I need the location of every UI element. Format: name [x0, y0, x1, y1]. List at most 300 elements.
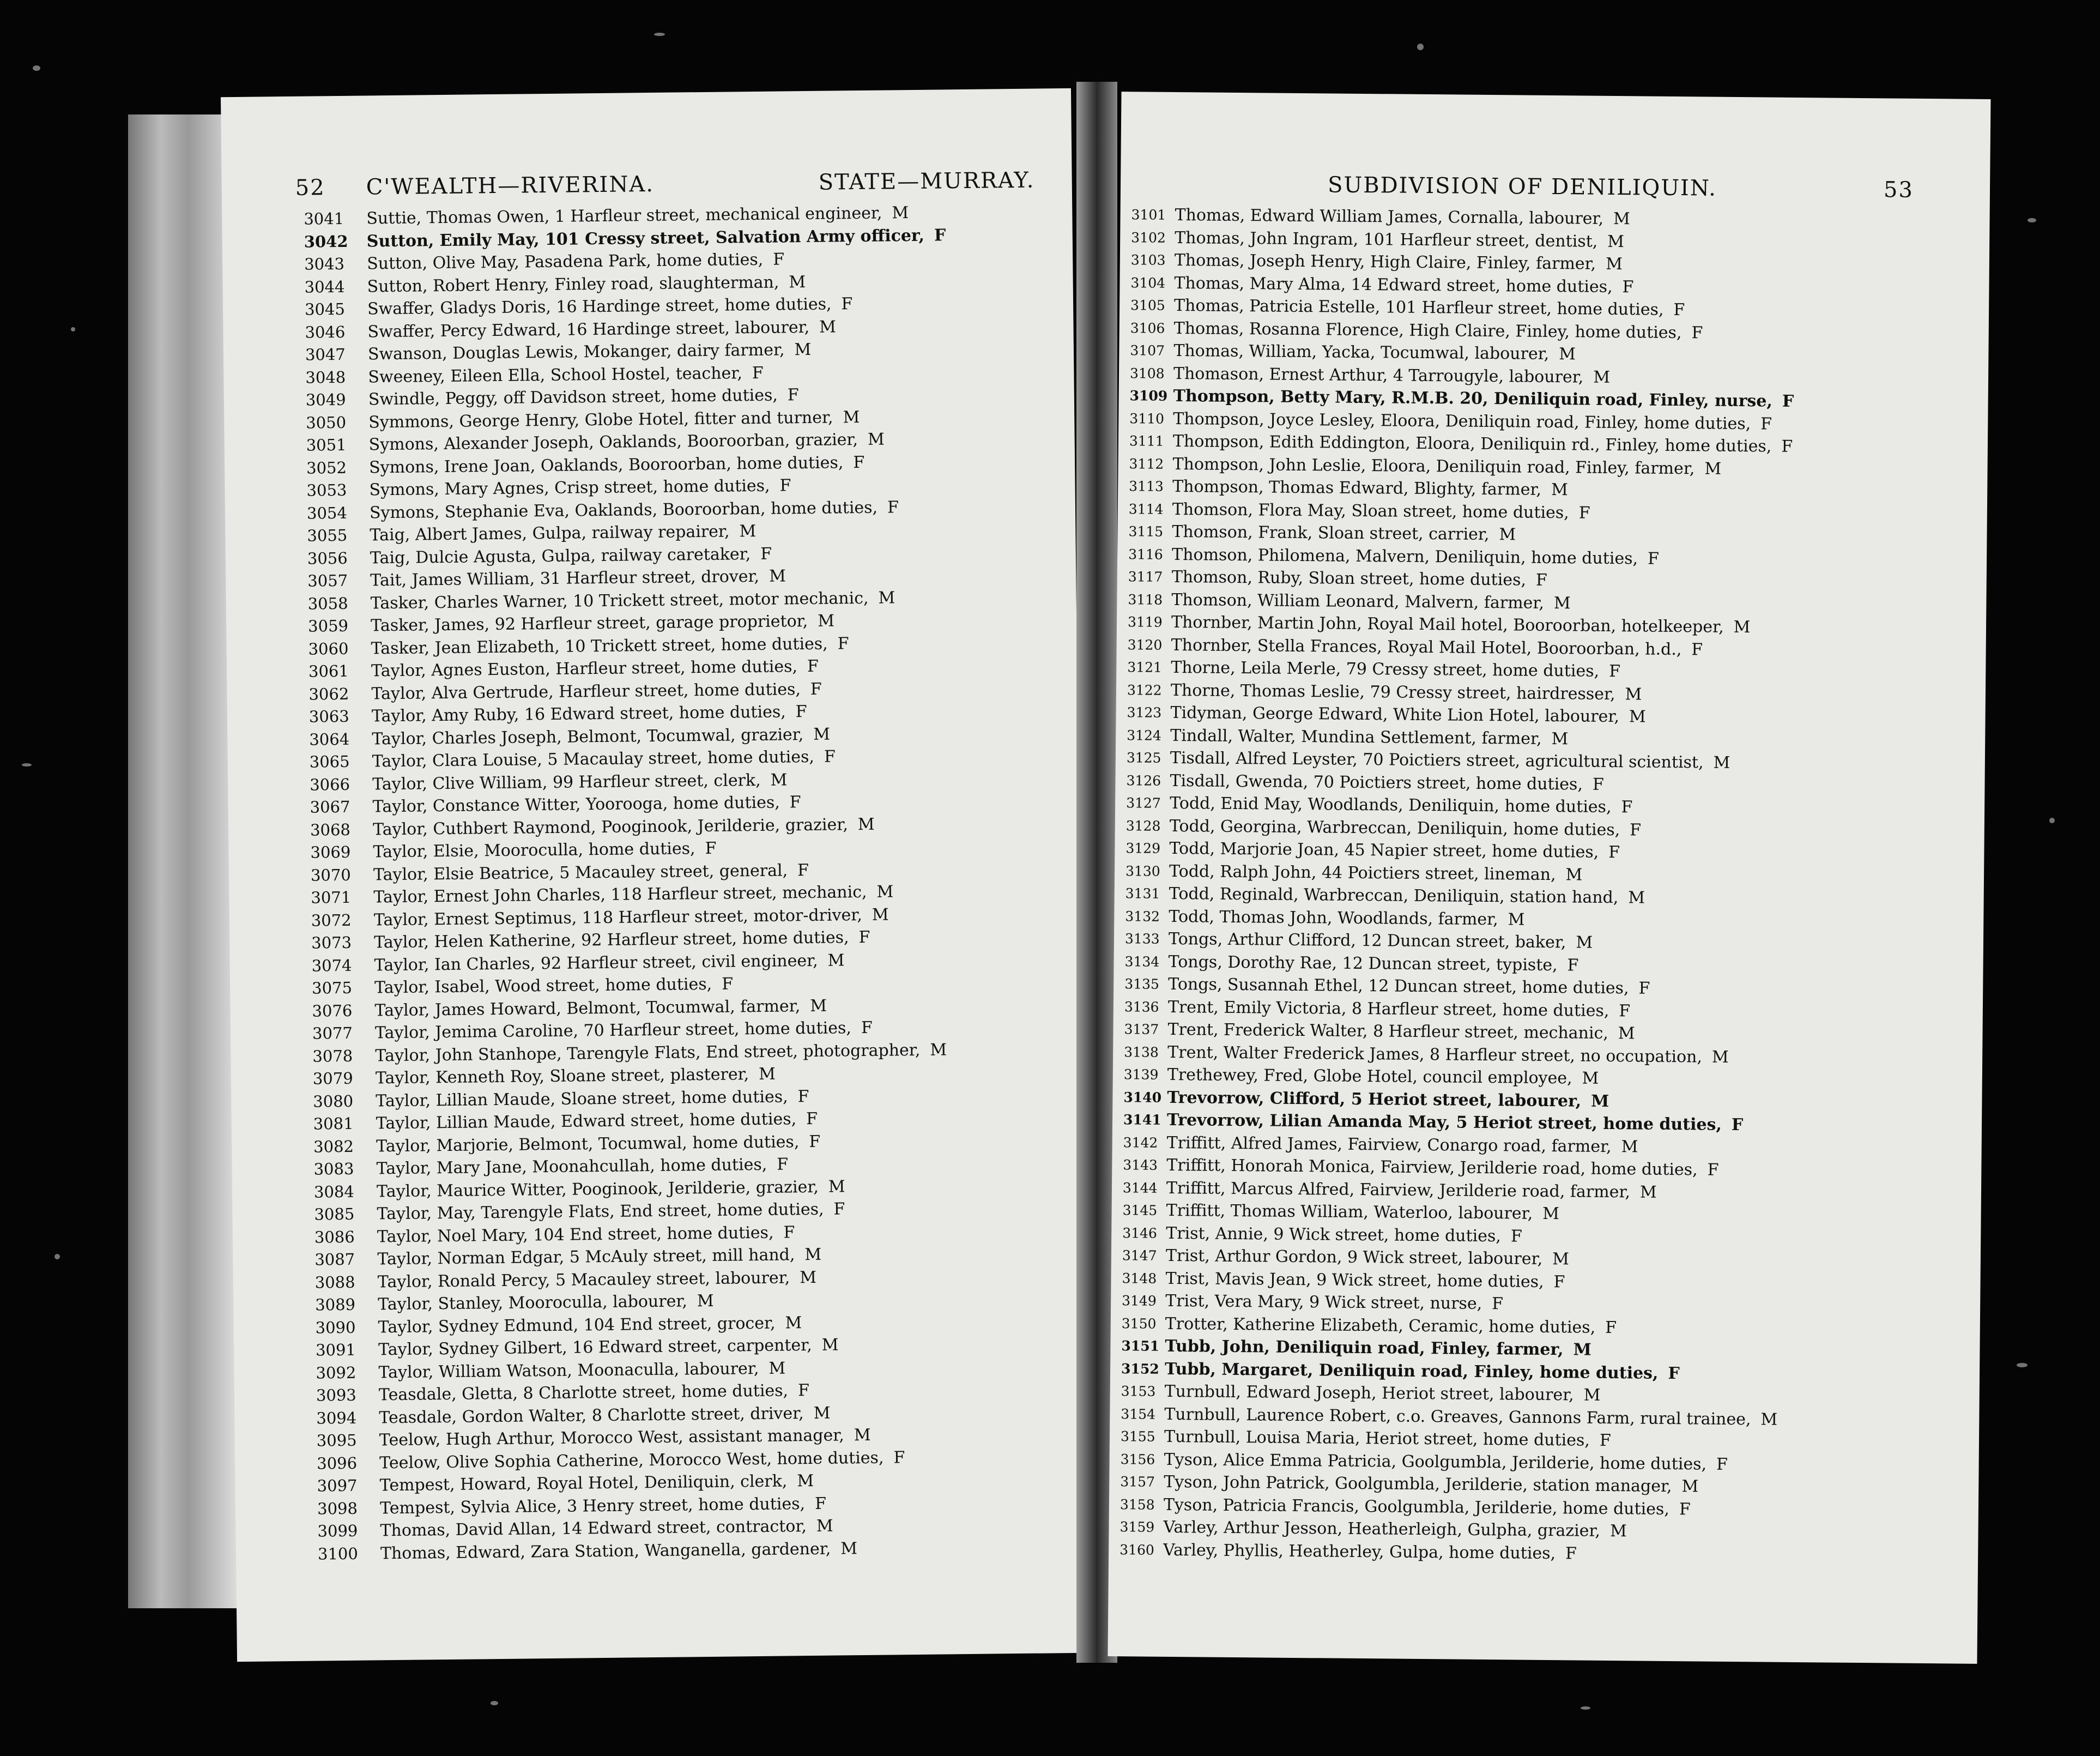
elector-sex: M	[1582, 1069, 1599, 1088]
elector-details	[1173, 340, 1576, 366]
elector-sex: M	[1551, 480, 1568, 500]
elector-number: 3153	[1121, 1383, 1156, 1399]
elector-name-address-occupation: Taylor, Marjorie, Belmont, Tocumwal, home duties,	[376, 1132, 800, 1156]
elector-sex: F	[934, 225, 946, 245]
elector-sex: F	[760, 544, 772, 564]
elector-number: 3151	[1121, 1338, 1160, 1354]
elector-number: 3119	[1127, 614, 1163, 630]
elector-number: 3141	[1123, 1112, 1161, 1128]
elector-sex: F	[1781, 437, 1793, 456]
elector-sex: M	[1618, 1024, 1635, 1043]
elector-details	[1166, 1199, 1559, 1226]
film-scratch	[2028, 218, 2036, 222]
elector-details	[1165, 1267, 1565, 1293]
elector-sex: M	[857, 814, 875, 834]
elector-name-address-occupation: Thorne, Leila Merle, 79 Cressy street, home duties,	[1171, 657, 1600, 681]
elector-number: 3154	[1121, 1405, 1156, 1422]
elector-sex: F	[807, 656, 819, 677]
elector-number: 3046	[305, 322, 346, 342]
elector-sex: F	[1599, 1431, 1611, 1451]
elector-name-address-occupation: Taig, Albert James, Gulpa, railway repairer,	[370, 522, 730, 545]
elector-details	[1164, 1426, 1611, 1452]
page-number: 52	[295, 175, 325, 201]
elector-sex: F	[1619, 1001, 1631, 1021]
elector-number: 3143	[1123, 1157, 1158, 1173]
elector-sex: M	[1681, 1477, 1699, 1496]
elector-sex: F	[1535, 570, 1547, 590]
elector-sex: F	[797, 1381, 810, 1401]
elector-number: 3060	[308, 639, 349, 659]
film-scratch	[1581, 1706, 1590, 1710]
elector-name-address-occupation: Sutton, Emily May, 101 Cressy street, Salvation Army officer,	[366, 226, 925, 251]
elector-number: 3112	[1129, 455, 1164, 472]
elector-details	[1175, 204, 1630, 231]
elector-sex: F	[1638, 979, 1650, 998]
left-page	[221, 88, 1087, 1662]
elector-sex: F	[1510, 1226, 1522, 1246]
elector-sex: F	[1621, 798, 1633, 817]
elector-number: 3081	[313, 1114, 354, 1133]
film-scratch	[1417, 44, 1424, 50]
elector-name-address-occupation: Triffitt, Marcus Alfred, Fairview, Jerilderie road, farmer,	[1166, 1178, 1631, 1202]
elector-sex: M	[810, 996, 827, 1016]
film-scratch	[654, 33, 665, 36]
elector-details	[1168, 995, 1631, 1022]
elector-sex: F	[810, 679, 822, 699]
elector-name-address-occupation: Tait, James William, 31 Harfleur street, drover,	[370, 566, 760, 590]
elector-sex: M	[828, 1176, 845, 1197]
elector-details	[1175, 226, 1624, 253]
elector-details	[1171, 656, 1620, 683]
elector-number: 3055	[307, 526, 348, 545]
elector-number: 3045	[304, 299, 346, 319]
elector-sex: F	[1673, 300, 1685, 320]
elector-name-address-occupation: Todd, Georgina, Warbreccan, Deniliquin, home duties,	[1169, 816, 1620, 840]
elector-name-address-occupation: Trent, Frederick Walter, 8 Harfleur street, mechanic,	[1167, 1019, 1609, 1043]
elector-name-address-occupation: Thornber, Stella Frances, Royal Mail Hotel, Booroorban, h.d.,	[1171, 635, 1682, 659]
elector-sex: M	[1508, 909, 1525, 930]
elector-sex: M	[813, 1403, 831, 1423]
elector-details	[1167, 1064, 1599, 1090]
elector-sex: F	[1492, 1294, 1504, 1314]
elector-number: 3092	[316, 1363, 356, 1383]
elector-sex: F	[797, 1087, 809, 1106]
elector-sex: M	[1713, 753, 1730, 773]
elector-details	[1165, 1290, 1503, 1316]
elector-name-address-occupation: Taylor, Constance Witter, Yooroogа, home duties,	[372, 793, 780, 817]
elector-number: 3082	[313, 1137, 354, 1156]
elector-name-address-occupation: Taylor, Ernest Septimus, 118 Harfleur street, motor-driver,	[373, 905, 863, 930]
elector-number: 3106	[1130, 319, 1165, 336]
elector-name-address-occupation: Tisdall, Alfred Leyster, 70 Poictiers street, agricultural scientist,	[1170, 748, 1704, 773]
elector-number: 3076	[312, 1001, 353, 1021]
elector-details	[1170, 792, 1633, 819]
elector-sex: M	[1551, 729, 1569, 749]
elector-number: 3108	[1129, 365, 1165, 382]
elector-name-address-occupation: Thomson, Flora May, Sloan street, home duties,	[1172, 499, 1569, 522]
elector-number: 3059	[308, 616, 349, 636]
elector-name-address-occupation: Thompson, John Leslie, Eloora, Deniliquin road, Finley, farmer,	[1172, 454, 1695, 478]
elector-number: 3110	[1129, 410, 1165, 427]
elector-name-address-occupation: Tindall, Walter, Mundina Settlement, farmer,	[1170, 726, 1542, 749]
elector-sex: M	[1607, 232, 1625, 251]
elector-number: 3048	[305, 367, 346, 387]
elector-name-address-occupation: Thomson, Ruby, Sloan street, home duties,	[1171, 567, 1527, 590]
elector-number: 3136	[1124, 998, 1159, 1015]
elector-number: 3089	[315, 1295, 356, 1314]
elector-sex: M	[797, 1471, 814, 1491]
elector-number: 3121	[1127, 659, 1163, 675]
elector-number: 3095	[316, 1431, 357, 1450]
elector-number: 3067	[310, 797, 350, 817]
elector-name-address-occupation: Varley, Phyllis, Heatherley, Gulpa, home duties,	[1163, 1540, 1556, 1563]
elector-name-address-occupation: Taylor, Clara Louise, 5 Macaulay street, home duties,	[372, 747, 815, 771]
elector-name-address-occupation: Thompson, Joyce Lesley, Eloora, Deniliquin road, Finley, home duties,	[1173, 409, 1751, 433]
elector-details	[1171, 588, 1571, 614]
elector-sex: M	[854, 1425, 871, 1445]
film-scratch	[22, 763, 32, 767]
elector-sex: F	[1679, 1499, 1691, 1519]
elector-name-address-occupation: Trotter, Katherine Elizabeth, Ceramic, home duties,	[1165, 1314, 1596, 1337]
elector-number: 3071	[311, 888, 352, 907]
elector-sex: M	[1590, 1091, 1609, 1111]
elector-number: 3131	[1125, 885, 1160, 902]
elector-number: 3086	[314, 1227, 355, 1247]
elector-sex: M	[1639, 1182, 1657, 1202]
elector-number: 3088	[314, 1272, 355, 1292]
elector-number: 3137	[1124, 1021, 1159, 1037]
elector-number: 3124	[1127, 727, 1162, 744]
elector-sex: M	[1733, 617, 1751, 637]
elector-name-address-occupation: Trist, Arthur Gordon, 9 Wick street, labourer,	[1165, 1246, 1543, 1269]
elector-number: 3094	[316, 1408, 357, 1428]
elector-number: 3093	[316, 1385, 356, 1405]
elector-name-address-occupation: Taylor, John Stanhope, Tarengyle Flats, End street, photographer,	[375, 1040, 921, 1065]
elector-number: 3107	[1130, 342, 1165, 359]
film-scratch	[491, 1701, 498, 1705]
elector-details	[1172, 521, 1516, 546]
elector-sex: M	[697, 1291, 714, 1311]
elector-sex: F	[1668, 1363, 1680, 1383]
elector-details	[1174, 271, 1633, 298]
elector-sex: M	[1559, 345, 1576, 364]
elector-name-address-occupation: Teasdale, Gordon Walter, 8 Charlotte street, driver,	[379, 1403, 804, 1427]
elector-number: 3126	[1126, 772, 1161, 789]
elector-number: 3157	[1120, 1474, 1155, 1490]
elector-name-address-occupation: Tidyman, George Edward, White Lion Hotel, labourer,	[1170, 703, 1620, 727]
elector-sex: M	[1593, 367, 1611, 387]
elector-details	[373, 837, 716, 864]
elector-number: 3065	[309, 752, 350, 771]
elector-name-address-occupation: Tasker, Charles Warner, 10 Trickett street, motor mechanic,	[370, 588, 869, 613]
elector-number: 3050	[306, 413, 347, 432]
elector-name-address-occupation: Thomas, John Ingram, 101 Harfleur street, dentist,	[1175, 228, 1598, 251]
elector-sex: F	[1760, 414, 1772, 434]
elector-sex: F	[779, 476, 791, 496]
elector-name-address-occupation: Suttie, Thomas Owen, 1 Harfleur street, mechanical engineer,	[366, 203, 882, 228]
elector-sex: F	[783, 1222, 795, 1242]
elector-sex: F	[833, 1199, 845, 1219]
elector-sex: F	[824, 747, 836, 767]
elector-name-address-occupation: Symons, Stephanie Eva, Oaklands, Booroorban, home duties,	[369, 498, 878, 522]
elector-number: 3140	[1123, 1089, 1162, 1106]
elector-sex: M	[867, 430, 885, 449]
elector-details	[1168, 950, 1578, 976]
elector-sex: M	[739, 522, 757, 541]
elector-name-address-occupation: Symons, Alexander Joseph, Oaklands, Booroorban, grazier,	[368, 430, 858, 455]
elector-details	[1163, 1516, 1627, 1543]
header-center-title: SUBDIVISION OF DENILIQUIN.	[1327, 172, 1717, 201]
elector-number: 3113	[1129, 478, 1164, 494]
elector-number: 3079	[312, 1069, 353, 1088]
elector-name-address-occupation: Sutton, Olive May, Pasadena Park, home duties,	[367, 250, 764, 274]
page-number: 53	[1883, 177, 1914, 203]
elector-number: 3148	[1122, 1270, 1157, 1287]
elector-name-address-occupation: Taylor, Ernest John Charles, 118 Harfleur street, mechanic,	[373, 882, 867, 907]
elector-name-address-occupation: Triffitt, Thomas William, Waterloo, labourer,	[1166, 1200, 1533, 1223]
film-scratch	[71, 327, 75, 331]
elector-number: 3096	[317, 1453, 358, 1473]
elector-number: 3099	[317, 1521, 358, 1541]
elector-name-address-occupation: Thomas, Edward William James, Cornalla, labourer,	[1175, 205, 1604, 228]
elector-number: 3075	[311, 978, 353, 998]
elector-sex: F	[777, 1155, 789, 1174]
elector-number: 3097	[317, 1476, 358, 1495]
elector-details	[1173, 362, 1610, 388]
elector-sex: M	[1606, 254, 1623, 274]
elector-number: 3156	[1120, 1451, 1155, 1468]
elector-details	[1169, 837, 1620, 864]
elector-sex: M	[1583, 1385, 1601, 1405]
elector-sex: F	[1630, 820, 1642, 840]
elector-name-address-occupation: Todd, Enid May, Woodlands, Deniliquin, home duties,	[1170, 793, 1612, 817]
elector-sex: M	[872, 904, 889, 925]
elector-sex: M	[827, 950, 845, 970]
elector-sex: F	[858, 927, 870, 948]
elector-name-address-occupation: Taylor, Jemima Caroline, 70 Harfleur street, home duties,	[374, 1018, 852, 1043]
elector-name-address-occupation: Swindle, Peggy, off Davidson street, home duties,	[368, 385, 778, 409]
elector-number: 3066	[310, 775, 350, 794]
elector-number: 3063	[308, 707, 349, 726]
elector-sex: M	[876, 882, 894, 902]
elector-sex: M	[768, 566, 786, 586]
elector-details	[1169, 928, 1593, 954]
elector-number: 3158	[1119, 1496, 1155, 1513]
elector-number: 3109	[1129, 388, 1168, 404]
elector-sex: F	[787, 385, 799, 405]
elector-name-address-occupation: Teelow, Olive Sophia Catherine, Morocco West, home duties,	[379, 1448, 884, 1473]
elector-number: 3118	[1128, 591, 1163, 608]
elector-sex: M	[1573, 1340, 1591, 1360]
elector-number: 3061	[308, 661, 349, 681]
elector-number: 3054	[306, 503, 347, 523]
elector-name-address-occupation: Trent, Walter Frederick James, 8 Harfleur street, no occupation,	[1167, 1042, 1703, 1066]
elector-number: 3115	[1128, 523, 1164, 540]
elector-name-address-occupation: Symons, Mary Agnes, Crisp street, home duties,	[369, 476, 770, 500]
elector-sex: M	[821, 1335, 839, 1355]
elector-number: 3084	[313, 1182, 355, 1202]
elector-details	[1172, 566, 1547, 592]
elector-sex: M	[1629, 707, 1646, 727]
header-right-title: STATE—MURRAY.	[818, 167, 1035, 195]
elector-sex: M	[818, 611, 835, 631]
elector-name-address-occupation: Teasdale, Gletta, 8 Charlotte street, home duties,	[378, 1381, 789, 1405]
elector-name-address-occupation: Thomas, Rosanna Florence, High Claire, Finley, home duties,	[1173, 318, 1682, 342]
elector-name-address-occupation: Taylor, Amy Ruby, 16 Edward street, home duties,	[371, 702, 786, 726]
elector-name-address-occupation: Taylor, Elsie Beatrice, 5 Macauley street, general,	[373, 860, 788, 884]
elector-name-address-occupation: Thompson, Thomas Edward, Blighty, farmer,	[1172, 476, 1542, 499]
elector-sex: F	[809, 1132, 821, 1151]
elector-sex: M	[789, 272, 806, 292]
elector-sex: F	[1605, 1318, 1617, 1337]
elector-sex: M	[1542, 1204, 1560, 1224]
elector-number: 3042	[304, 232, 348, 251]
elector-number: 3080	[313, 1091, 354, 1111]
elector-number: 3123	[1127, 704, 1162, 721]
elector-number: 3074	[311, 956, 352, 975]
elector-list	[1109, 203, 1990, 1568]
elector-number: 3105	[1130, 297, 1165, 313]
elector-name-address-occupation: Varley, Arthur Jesson, Heatherleigh, Gulpha, grazier,	[1163, 1517, 1601, 1541]
elector-name-address-occupation: Todd, Reginald, Warbreccan, Deniliquin, station hand,	[1169, 884, 1619, 908]
film-scratch	[55, 1254, 60, 1259]
elector-sex: M	[930, 1040, 947, 1060]
elector-name-address-occupation: Sweeney, Eileen Ella, School Hostel, teacher,	[368, 363, 743, 387]
elector-name-address-occupation: Teelow, Hugh Arthur, Morocco West, assistant manager,	[379, 1426, 845, 1450]
elector-sex: M	[1625, 684, 1642, 704]
elector-number: 3103	[1130, 252, 1166, 268]
elector-number: 3116	[1128, 546, 1163, 563]
elector-sex: F	[795, 702, 807, 722]
elector-name-address-occupation: Symons, Irene Joan, Oaklands, Booroorban, home duties,	[368, 452, 844, 477]
elector-sex: M	[892, 203, 909, 223]
elector-sex: F	[841, 294, 853, 314]
elector-sex: M	[1760, 1409, 1778, 1429]
elector-name-address-occupation: Turnbull, Laurence Robert, c.o. Greaves, Gannons Farm, rural trainee,	[1164, 1404, 1751, 1429]
elector-name-address-occupation: Thomas, William, Yacka, Tocumwal, labourer,	[1173, 341, 1550, 364]
elector-sex: F	[1707, 1160, 1719, 1180]
elector-number: 3117	[1128, 569, 1163, 585]
elector-name-address-occupation: Tubb, Margaret, Deniliquin road, Finley, home duties,	[1164, 1359, 1659, 1383]
elector-name-address-occupation: Swaffer, Percy Edward, 16 Hardinge street, labourer,	[367, 317, 810, 341]
elector-details	[1166, 1222, 1522, 1247]
elector-number: 3111	[1129, 433, 1164, 449]
header-left-title: C'WEALTH—RIVERINA.	[366, 171, 655, 200]
elector-number: 3085	[314, 1204, 355, 1224]
elector-sex: M	[804, 1245, 822, 1265]
elector-number: 3133	[1124, 931, 1160, 947]
elector-name-address-occupation: Trevorrow, Lilian Amanda May, 5 Heriot street, home duties,	[1166, 1110, 1722, 1135]
elector-number: 3098	[317, 1499, 358, 1518]
elector-name-address-occupation: Symmons, George Henry, Globe Hotel, fitter and turner,	[368, 408, 833, 432]
elector-name-address-occupation: Taylor, Sydney Gilbert, 16 Edward street, carpenter,	[378, 1336, 812, 1360]
elector-details	[1169, 860, 1583, 886]
elector-number: 3069	[310, 842, 351, 862]
elector-number: 3049	[305, 390, 346, 409]
elector-name-address-occupation: Thomson, Frank, Sloan street, carrier,	[1172, 522, 1490, 545]
elector-list	[222, 200, 1086, 1566]
elector-name-address-occupation: Trevorrow, Clifford, 5 Heriot street, labourer,	[1167, 1088, 1582, 1111]
film-scratch	[2049, 818, 2055, 823]
elector-sex: F	[1647, 549, 1660, 569]
elector-number: 3051	[306, 435, 347, 455]
elector-name-address-occupation: Taylor, Helen Katherine, 92 Harfleur street, home duties,	[374, 928, 849, 952]
elector-sex: F	[1731, 1115, 1744, 1135]
elector-name-address-occupation: Tubb, John, Deniliquin road, Finley, farmer,	[1165, 1336, 1564, 1360]
elector-name-address-occupation: Thomson, Philomena, Malvern, Deniliquin, home duties,	[1171, 545, 1638, 568]
elector-number: 3144	[1122, 1179, 1158, 1196]
elector-sex: F	[853, 452, 865, 472]
elector-number: 3091	[315, 1340, 356, 1360]
elector-name-address-occupation: Turnbull, Louisa Maria, Heriot street, home duties,	[1164, 1427, 1590, 1450]
elector-name-address-occupation: Taylor, Ian Charles, 92 Harfleur street, civil engineer,	[374, 951, 818, 975]
elector-details	[1170, 769, 1604, 795]
elector-name-address-occupation: Thomason, Ernest Arthur, 4 Tarrougyle, labourer,	[1173, 364, 1584, 387]
elector-name-address-occupation: Tisdall, Gwenda, 70 Poictiers street, home duties,	[1170, 771, 1583, 794]
elector-name-address-occupation: Tempest, Howard, Royal Hotel, Deniliquin, clerk,	[379, 1471, 788, 1495]
elector-name-address-occupation: Taylor, Clive William, 99 Harfleur street, clerk,	[372, 770, 761, 794]
elector-sex: F	[806, 1109, 818, 1129]
elector-name-address-occupation: Tongs, Dorothy Rae, 12 Duncan street, typiste,	[1168, 952, 1558, 975]
elector-sex: F	[1691, 323, 1703, 342]
elector-name-address-occupation: Taylor, Lillian Maude, Sloane street, home duties,	[376, 1087, 788, 1111]
elector-number: 3043	[304, 254, 345, 274]
elector-name-address-occupation: Taylor, Noel Mary, 104 End street, home duties,	[377, 1223, 774, 1246]
elector-name-address-occupation: Taylor, Mary Jane, Moonahcullah, home duties,	[376, 1155, 767, 1179]
elector-number: 3090	[315, 1318, 356, 1337]
elector-name-address-occupation: Sutton, Robert Henry, Finley road, slaughterman,	[367, 273, 779, 296]
elector-sex: F	[722, 974, 734, 994]
elector-sex: F	[887, 497, 899, 517]
elector-number: 3102	[1131, 229, 1166, 246]
elector-name-address-occupation: Taylor, James Howard, Belmont, Tocumwal, farmer,	[374, 996, 801, 1020]
elector-number: 3146	[1122, 1224, 1158, 1241]
elector-name-address-occupation: Todd, Ralph John, 44 Poictiers street, lineman,	[1169, 861, 1556, 884]
elector-number: 3150	[1121, 1315, 1157, 1332]
elector-name-address-occupation: Tongs, Arthur Clifford, 12 Duncan street, baker,	[1168, 929, 1566, 952]
elector-name-address-occupation: Thompson, Edith Eddington, Eloora, Deniliquin rd., Finley, home duties,	[1172, 431, 1772, 456]
elector-number: 3062	[308, 684, 349, 704]
elector-name-address-occupation: Taylor, Norman Edgar, 5 McAuly street, mill hand,	[377, 1245, 795, 1269]
elector-sex: F	[1567, 955, 1579, 975]
elector-details	[1175, 249, 1623, 276]
elector-sex: F	[861, 1018, 873, 1038]
elector-sex: M	[770, 770, 788, 790]
elector-name-address-occupation: Trist, Mavis Jean, 9 Wick street, home duties,	[1165, 1269, 1544, 1292]
elector-sex: M	[1553, 593, 1571, 613]
elector-number: 3078	[312, 1046, 353, 1066]
elector-number: 3135	[1124, 976, 1160, 992]
film-scratch	[33, 65, 40, 71]
book-page-edges	[128, 114, 237, 1608]
elector-number: 3129	[1125, 840, 1161, 856]
elector-sex: M	[1565, 865, 1583, 885]
elector-name-address-occupation: Thorne, Thomas Leslie, 79 Cressy street, hairdresser,	[1170, 680, 1615, 704]
elector-details	[374, 973, 733, 999]
elector-number: 3159	[1119, 1519, 1155, 1535]
elector-name-address-occupation: Taylor, Ronald Percy, 5 Macauley street, labourer,	[377, 1268, 790, 1292]
elector-sex: M	[1576, 933, 1593, 952]
elector-name-address-occupation: Thomas, Mary Alma, 14 Edward street, home duties,	[1174, 273, 1613, 297]
elector-sex: F	[1578, 503, 1590, 523]
elector-sex: F	[837, 633, 849, 653]
elector-name-address-occupation: Trethewey, Fred, Globe Hotel, council employee,	[1167, 1065, 1572, 1088]
elector-sex: M	[816, 1516, 833, 1536]
elector-number: 3070	[310, 865, 351, 885]
elector-name-address-occupation: Tyson, John Patrick, Goolgumbla, Jerilderie, station manager,	[1164, 1472, 1672, 1496]
elector-name-address-occupation: Thomas, Edward, Zara Station, Wanganella, gardener,	[380, 1539, 831, 1563]
elector-name-address-occupation: Tongs, Susannah Ethel, 12 Duncan street, home duties,	[1168, 974, 1629, 998]
